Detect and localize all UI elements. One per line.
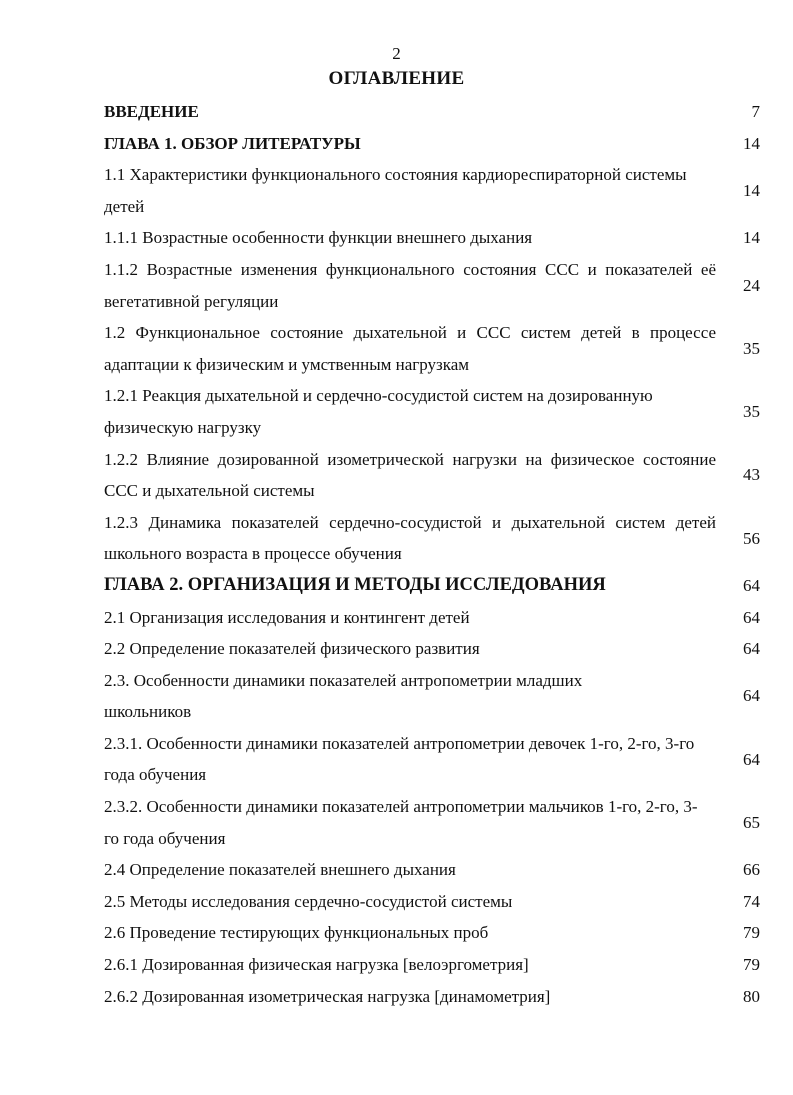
toc-entry-page: 65 [743, 812, 760, 832]
toc-entry-1-2[interactable] [104, 317, 760, 380]
toc-entry-title: 2.6.1 Дозированная физическая нагрузка [велоэргометрия] [104, 955, 529, 975]
toc-entry-1-2-1[interactable] [104, 380, 760, 443]
toc-entry-2-5[interactable] [104, 886, 760, 918]
toc-entry-title: 1.1.1 Возрастные особенности функции внешнего дыхания [104, 228, 533, 248]
toc-entry-page: 43 [743, 465, 760, 485]
toc-entry-2-6-1[interactable] [104, 949, 760, 981]
page-title: ОГЛАВЛЕНИЕ [328, 68, 465, 89]
toc-entry-page: 24 [743, 275, 760, 295]
toc-entry-1-2-3[interactable] [104, 507, 760, 570]
toc-entry-title: 1.1.2 Возрастные изменения функционального состояния ССС и показателей её вегетативной регуляции [104, 259, 716, 311]
toc-entry-1-2-2[interactable] [104, 444, 760, 507]
toc-entry-1-1-2[interactable] [104, 254, 760, 317]
toc-entry-title: 2.3.1. Особенности динамики показателей антропометрии девочек 1-го, 2-го, 3-го года обучения [104, 733, 695, 785]
toc-entry-title: 1.2.3 Динамика показателей сердечно-сосудистой и дыхательной систем детей школьного возраста в процессе обучения [104, 512, 716, 564]
toc-entry-chapter-1[interactable] [104, 128, 760, 160]
toc-entry-introduction[interactable] [104, 96, 760, 128]
toc-entry-1-1[interactable] [104, 159, 760, 222]
toc-entry-2-6-2[interactable] [104, 981, 760, 1013]
toc-entry-title: ВВЕДЕНИЕ [104, 102, 199, 121]
toc-entry-page: 56 [743, 528, 760, 548]
toc-entry-2-3-2[interactable] [104, 791, 760, 854]
toc-entry-page: 14 [743, 228, 760, 248]
toc-entry-page: 64 [743, 749, 760, 769]
toc-entry-page: 14 [743, 180, 760, 200]
toc-entry-page: 35 [743, 338, 760, 358]
toc-entry-2-3-1[interactable] [104, 728, 760, 791]
toc-entry-title: 2.2 Определение показателей физического развития [104, 639, 480, 659]
toc-entry-chapter-2[interactable] [104, 570, 760, 602]
toc-entry-1-1-1[interactable] [104, 222, 760, 254]
toc-entry-page: 80 [743, 986, 760, 1006]
toc-entry-title: 1.2 Функциональное состояние дыхательной и ССС систем детей в процессе адаптации к физическим и умственным нагрузкам [104, 323, 716, 374]
toc-entry-page: 14 [743, 133, 760, 153]
toc-entry-2-6[interactable] [104, 917, 760, 949]
page-number: 2 [392, 44, 401, 63]
toc-entry-2-4[interactable] [104, 854, 760, 886]
toc-entry-page: 79 [743, 955, 760, 975]
toc-entry-title: 2.3. Особенности динамики показателей антропометрии младших школьников [104, 670, 583, 722]
toc-entry-2-2[interactable] [104, 633, 760, 665]
toc-entry-page: 35 [743, 402, 760, 422]
toc-entry-2-1[interactable] [104, 602, 760, 634]
toc-entry-page: 66 [743, 860, 760, 880]
toc-entry-title: 1.1 Характеристики функционального состояния кардиореспираторной системы детей [104, 165, 687, 216]
toc-entry-page: 64 [743, 575, 760, 595]
toc-entry-page: 64 [743, 639, 760, 659]
toc-entry-title: ГЛАВА 1. ОБЗОР ЛИТЕРАТУРЫ [104, 133, 361, 153]
toc-entry-title: 2.6 Проведение тестирующих функциональных проб [104, 923, 489, 943]
toc-entry-page: 64 [743, 607, 760, 627]
toc-entry-title: 1.2.1 Реакция дыхательной и сердечно-сосудистой систем на дозированную физическую нагрузку [104, 386, 653, 437]
toc-entry-title: 2.5 Методы исследования сердечно-сосудистой системы [104, 891, 513, 911]
toc-entry-page: 64 [743, 686, 760, 706]
toc-entry-title: 2.6.2 Дозированная изометрическая нагрузка [динамометрия] [104, 986, 551, 1006]
toc-entry-title: 1.2.2 Влияние дозированной изометрической нагрузки на физическое состояние ССС и дыхательной системы [104, 449, 716, 501]
table-of-contents [104, 96, 760, 1012]
toc-entry-page: 74 [743, 891, 760, 911]
toc-entry-title: ГЛАВА 2. ОРГАНИЗАЦИЯ И МЕТОДЫ ИССЛЕДОВАНИЯ [104, 574, 606, 595]
toc-entry-title: 2.3.2. Особенности динамики показателей антропометрии мальчиков 1-го, 2-го, 3-го года обучения [104, 797, 698, 848]
toc-entry-title: 2.1 Организация исследования и контингент детей [104, 607, 470, 627]
toc-entry-page: 79 [743, 923, 760, 943]
toc-entry-2-3[interactable] [104, 665, 760, 728]
toc-entry-title: 2.4 Определение показателей внешнего дыхания [104, 860, 456, 880]
toc-entry-page: 7 [751, 102, 760, 121]
